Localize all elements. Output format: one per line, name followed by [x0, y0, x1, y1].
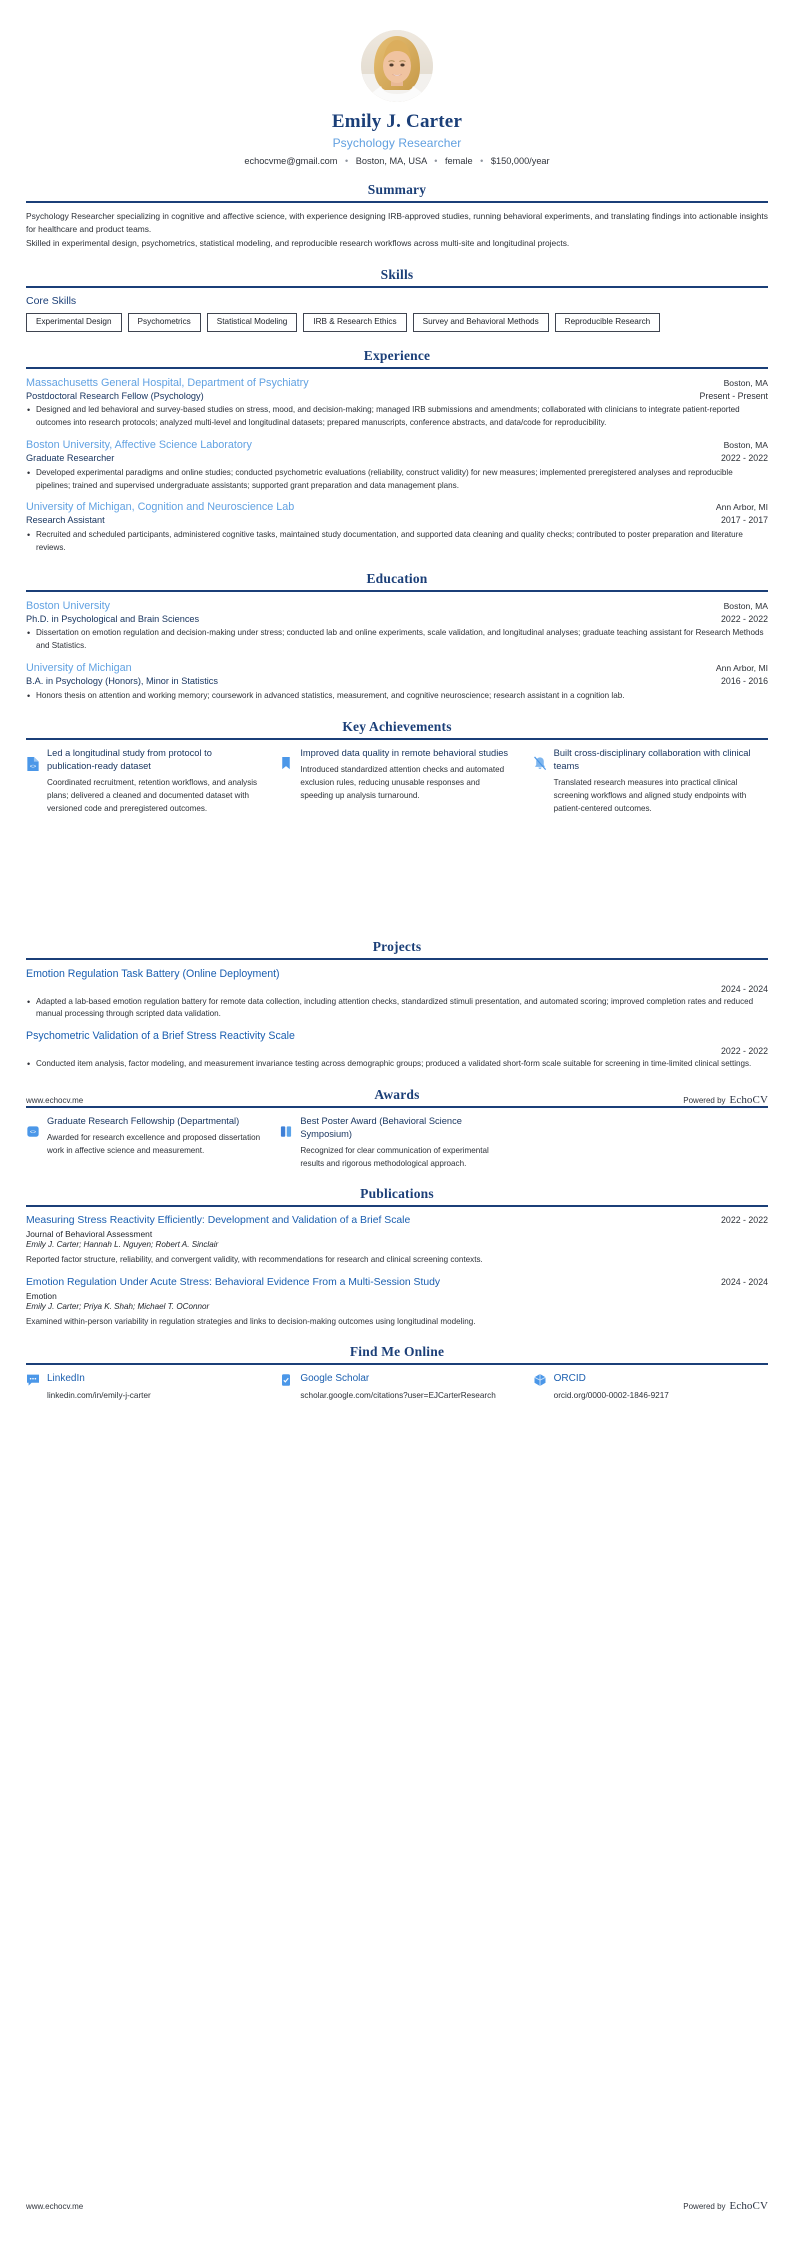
award-title: Graduate Research Fellowship (Departmental) — [47, 1115, 240, 1126]
experience-org: Boston University, Affective Science Laboratory — [26, 439, 252, 452]
achievement-title: Built cross-disciplinary collaboration with clinical teams — [553, 747, 751, 771]
experience-location: Ann Arbor, MI — [715, 502, 768, 513]
section-divider — [26, 1205, 768, 1207]
experience-dates: 2017 - 2017 — [721, 515, 768, 526]
open-book-icon — [279, 1124, 293, 1140]
link-body — [554, 1372, 669, 1403]
award-card-list — [26, 1115, 768, 1171]
contact-separator: • — [434, 155, 438, 166]
section-heading-links: Find Me Online — [349, 1344, 445, 1360]
achievement-card — [26, 747, 261, 816]
award-body — [47, 1115, 261, 1157]
link-body — [300, 1372, 495, 1403]
project-title: Psychometric Validation of a Brief Stress Reactivity Scale — [26, 1030, 295, 1043]
education-school: Boston University — [26, 599, 111, 612]
section-divider — [26, 590, 768, 592]
section-heading-awards: Awards — [374, 1086, 420, 1102]
project-bullets — [26, 996, 768, 1022]
section-summary — [26, 182, 768, 251]
bullet-item: • Honors thesis on attention and working memory; coursework in advanced statistics, measurement, and cognitive neuroscience; research assistant in a cognition lab. — [26, 690, 768, 703]
entry-org-row — [26, 438, 768, 452]
powered-by — [683, 1094, 768, 1106]
achievement-card-list — [26, 747, 768, 816]
education-bullets — [26, 627, 768, 653]
publication-title: Measuring Stress Reactivity Efficiently: Development and Validation of a Brief Scale — [26, 1215, 411, 1227]
achievement-title: Improved data quality in remote behavioral studies — [300, 747, 509, 758]
powered-by-prefix: Powered by — [683, 1096, 726, 1105]
skill-chip: Survey and Behavioral Methods — [413, 313, 549, 332]
publication-note: Examined within-person variability in regulation strategies and links to decision-making outcomes using longitudinal modeling. — [26, 1316, 476, 1326]
project-entry — [26, 1029, 768, 1070]
skill-chip: IRB & Research Ethics — [303, 313, 406, 332]
publication-venue: Emotion — [26, 1290, 57, 1301]
entry-role-row — [26, 452, 768, 464]
skill-chip: Statistical Modeling — [207, 313, 298, 332]
section-divider — [26, 286, 768, 288]
publication-note: Reported factor structure, reliability, and convergent validity, with recommendations for research and clinical screening contexts. — [26, 1255, 483, 1265]
section-divider — [26, 1363, 768, 1365]
section-heading-achievements: Key Achievements — [342, 718, 452, 734]
skill-group-title: Core Skills — [26, 294, 77, 307]
link-body — [47, 1372, 151, 1403]
publication-entry — [26, 1214, 768, 1267]
avatar — [361, 30, 433, 102]
experience-bullets — [26, 404, 768, 430]
page-break-spacer — [26, 815, 768, 923]
section-divider — [26, 958, 768, 960]
avatar-photo-icon — [361, 30, 433, 102]
link-url[interactable]: linkedin.com/in/emily-j-carter — [47, 1391, 151, 1401]
powered-by-prefix: Powered by — [683, 2202, 726, 2211]
experience-bullets — [26, 529, 768, 555]
publication-entry — [26, 1276, 768, 1329]
link-item-google-scholar[interactable] — [279, 1372, 514, 1403]
achievement-card — [279, 747, 514, 803]
entry-role-row — [26, 675, 768, 687]
link-item-orcid[interactable] — [533, 1372, 768, 1403]
contact-email[interactable]: echocvme@gmail.com — [244, 155, 338, 166]
achievement-desc: Introduced standardized attention checks and automated exclusion rules, reducing unusable responses and speeding up analysis turnaround. — [300, 764, 505, 800]
contact-line — [26, 156, 768, 166]
section-divider — [26, 367, 768, 369]
experience-location: Boston, MA — [723, 440, 768, 451]
entry-org-row — [26, 376, 768, 390]
experience-entry — [26, 376, 768, 430]
entry-org-row — [26, 599, 768, 613]
svg-text:<>: <> — [29, 763, 37, 770]
entry-org-row — [26, 661, 768, 675]
project-bullets — [26, 1058, 768, 1071]
bell-off-icon — [533, 756, 547, 772]
section-heading-education: Education — [366, 570, 428, 586]
skill-chip-list — [26, 313, 768, 332]
education-entry — [26, 661, 768, 702]
publication-dates: 2022 - 2022 — [721, 1215, 768, 1226]
link-item-linkedin[interactable] — [26, 1372, 261, 1403]
contact-location: Boston, MA, USA — [355, 155, 427, 166]
bullet-item: • Conducted item analysis, factor modeling, and measurement invariance testing across demographic groups; produced a validated short-form scale suitable for screening in time-limited clinical settings. — [26, 1058, 768, 1071]
bullet-item: • Dissertation on emotion regulation and decision-making under stress; conducted lab and online experiments, scale validation, and longitudinal analyses; graduate teaching assistant for Research Methods and Statistics. — [26, 627, 768, 653]
skill-chip: Experimental Design — [26, 313, 122, 332]
experience-org: University of Michigan, Cognition and Neuroscience Lab — [26, 501, 295, 514]
section-heading-publications: Publications — [360, 1186, 434, 1202]
education-school: University of Michigan — [26, 662, 132, 675]
education-degree: Ph.D. in Psychological and Brain Sciences — [26, 613, 200, 624]
brand-name: EchoCV — [729, 2200, 768, 2212]
bullet-item: • Recruited and scheduled participants, administered cognitive tasks, maintained study documentation, and supported data cleaning and quality checks; contributed to poster preparation and literature reviews. — [26, 529, 768, 555]
publication-title: Emotion Regulation Under Acute Stress: Behavioral Evidence From a Multi-Session Study — [26, 1276, 441, 1288]
link-url[interactable]: orcid.org/0000-0002-1846-9217 — [553, 1391, 669, 1401]
page-footer — [26, 2200, 768, 2212]
powered-by — [683, 2200, 768, 2212]
linkedin-icon — [26, 1373, 40, 1387]
link-list — [26, 1372, 768, 1403]
experience-org: Massachusetts General Hospital, Department of Psychiatry — [26, 376, 309, 389]
achievement-body — [47, 747, 261, 816]
entry-role-row — [26, 613, 768, 625]
publication-dates: 2024 - 2024 — [721, 1276, 768, 1287]
section-heading-projects: Projects — [372, 939, 422, 955]
publication-venue: Journal of Behavioral Assessment — [26, 1229, 153, 1240]
link-label[interactable]: LinkedIn — [47, 1373, 85, 1385]
contact-salary: $150,000/year — [490, 155, 550, 166]
section-heading-summary: Summary — [367, 181, 427, 197]
award-title: Best Poster Award (Behavioral Science Symposium) — [300, 1115, 462, 1139]
award-desc: Awarded for research excellence and proposed dissertation work in affective science and measurement. — [47, 1132, 261, 1155]
section-experience — [26, 348, 768, 555]
section-divider — [26, 738, 768, 740]
contact-gender: female — [445, 155, 473, 166]
experience-role: Postdoctoral Research Fellow (Psychology) — [26, 390, 204, 401]
experience-role: Graduate Researcher — [26, 453, 115, 464]
skill-chip: Reproducible Research — [555, 313, 661, 332]
link-label[interactable]: Google Scholar — [300, 1373, 370, 1385]
achievement-title: Led a longitudinal study from protocol to publication-ready dataset — [47, 747, 212, 771]
section-heading-experience: Experience — [363, 347, 431, 363]
education-location: Ann Arbor, MI — [715, 663, 768, 674]
bullet-item: • Adapted a lab-based emotion regulation battery for remote data collection, including attention checks, standardized stimuli presentation, and automated scoring; improved completion rates and reduced manual processing through scripted data validation. — [26, 996, 768, 1022]
achievement-body — [554, 747, 768, 816]
award-desc: Recognized for clear communication of experimental results and rigorous methodological approach. — [300, 1145, 489, 1169]
section-education — [26, 571, 768, 703]
achievement-body — [300, 747, 514, 803]
publication-header — [26, 1276, 768, 1290]
section-heading-skills: Skills — [380, 266, 414, 282]
bookmark-icon — [279, 756, 293, 772]
section-projects — [26, 939, 768, 1070]
achievement-card — [533, 747, 768, 816]
link-label[interactable]: ORCID — [553, 1373, 586, 1385]
achievement-desc: Translated research measures into practical clinical screening workflows and aligned study endpoints with patient-centered outcomes. — [553, 777, 747, 814]
bullet-item: • Designed and led behavioral and survey-based studies on stress, mood, and decision-making; managed IRB submissions and amendments; collaborated with clinicians to integrate patient-reported outcomes into research protocols; analyzed multi-level and longitudinal datasets; prepared manuscripts, conference abstracts, and data/code for reproducibility. — [26, 404, 768, 430]
footer-site-url[interactable]: www.echocv.me — [26, 2202, 84, 2211]
experience-dates: Present - Present — [699, 390, 768, 401]
education-location: Boston, MA — [723, 600, 768, 611]
publication-authors: Emily J. Carter; Hannah L. Nguyen; Robert A. Sinclair — [26, 1240, 219, 1250]
code-badge-icon — [26, 1124, 40, 1140]
section-divider — [26, 201, 768, 203]
summary-paragraph-2: Skilled in experimental design, psychometrics, statistical modeling, and reproducible research workflows across multi-site and longitudinal projects. — [26, 238, 570, 249]
experience-bullets — [26, 467, 768, 493]
achievement-desc: Coordinated recruitment, retention workflows, and analysis plans; delivered a cleaned and documented dataset with versioned code and preregistered outcomes. — [47, 777, 258, 814]
contact-separator: • — [480, 155, 484, 166]
experience-entry — [26, 438, 768, 492]
education-dates: 2022 - 2022 — [721, 613, 768, 624]
section-publications — [26, 1186, 768, 1328]
section-key-achievements — [26, 719, 768, 816]
award-card — [26, 1115, 261, 1157]
page-footer — [26, 1094, 768, 1106]
experience-entry — [26, 500, 768, 554]
job-title: Psychology Researcher — [332, 135, 462, 150]
award-card — [279, 1115, 514, 1171]
bullet-item: • Developed experimental paradigms and online studies; conducted psychometric evaluations (reliability, construct validity) for new measures; implemented preregistered analyses and reproducible pipelines; trained and supervised undergraduate assistants; supported grant preparation and data management plans. — [26, 467, 768, 493]
award-body — [300, 1115, 514, 1171]
link-url[interactable]: scholar.google.com/citations?user=EJCarterResearch — [300, 1391, 496, 1401]
entry-org-row — [26, 500, 768, 514]
section-find-me-online — [26, 1344, 768, 1403]
skill-chip: Psychometrics — [128, 313, 201, 332]
entry-role-row — [26, 390, 768, 402]
education-bullets — [26, 690, 768, 703]
education-degree: B.A. in Psychology (Honors), Minor in Statistics — [26, 676, 218, 687]
svg-text:<>: <> — [29, 1129, 37, 1136]
summary-paragraph-1: Psychology Researcher specializing in cognitive and affective science, with experience designing IRB-approved studies, running behavioral experiments, and translating findings into actionable insights for healthcare and product teams. — [26, 210, 768, 235]
footer-site-url[interactable]: www.echocv.me — [26, 1096, 84, 1105]
experience-dates: 2022 - 2022 — [721, 453, 768, 464]
google-scholar-icon — [279, 1373, 293, 1387]
project-dates: 2022 - 2022 — [721, 1045, 768, 1056]
publication-header — [26, 1214, 768, 1228]
resume-header — [26, 0, 768, 166]
section-skills — [26, 267, 768, 332]
brand-name: EchoCV — [729, 1094, 768, 1106]
entry-role-row — [26, 514, 768, 526]
project-title: Emotion Regulation Task Battery (Online Deployment) — [26, 968, 280, 981]
experience-role: Research Assistant — [26, 515, 105, 526]
document-code-icon — [26, 756, 40, 772]
project-entry — [26, 967, 768, 1021]
project-dates: 2024 - 2024 — [721, 983, 768, 994]
contact-separator: • — [345, 155, 349, 166]
education-dates: 2016 - 2016 — [721, 676, 768, 687]
orcid-icon — [533, 1373, 547, 1387]
publication-authors: Emily J. Carter; Priya K. Shah; Michael T. OConnor — [26, 1301, 210, 1311]
page-title: Emily J. Carter — [331, 111, 463, 132]
education-entry — [26, 599, 768, 653]
experience-location: Boston, MA — [723, 377, 768, 388]
